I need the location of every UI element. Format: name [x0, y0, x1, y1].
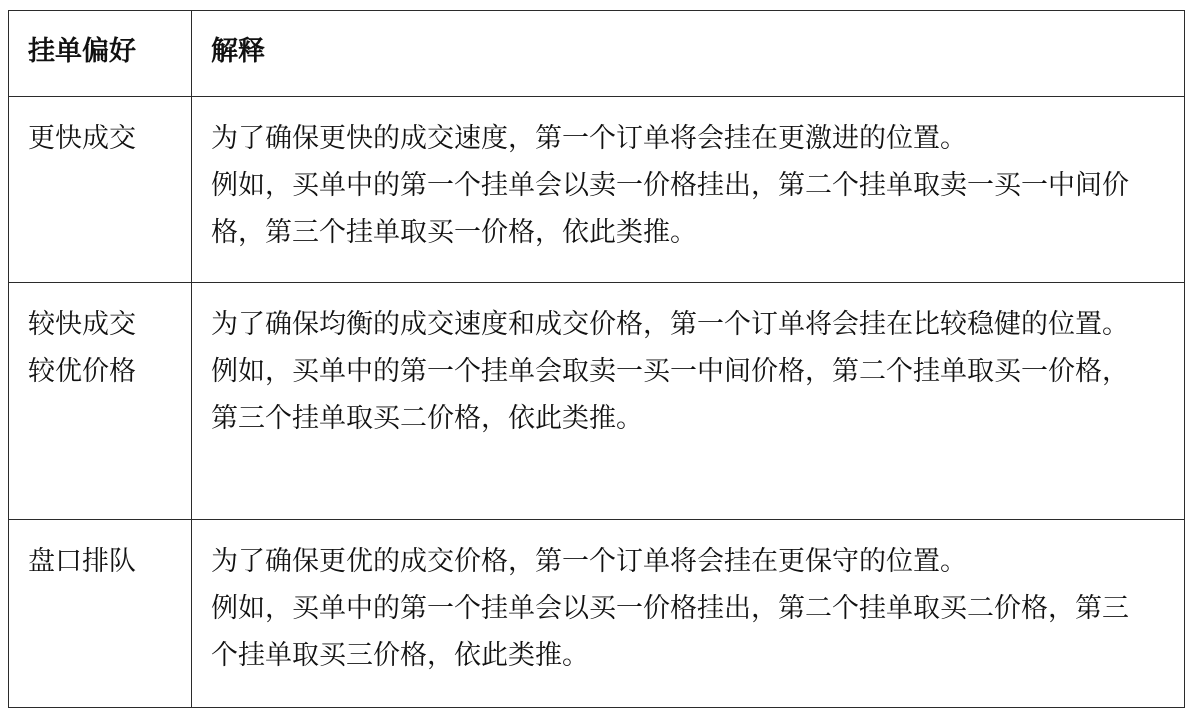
order-preference-table — [8, 10, 1185, 708]
preference-cell — [9, 97, 192, 283]
explanation-cell — [192, 283, 1185, 519]
explanation-summary: 为了确保均衡的成交速度和成交价格，第一个订单将会挂在比较稳健的位置。 — [211, 309, 1129, 341]
table-header-row — [9, 11, 1185, 97]
explanation-example: 例如，买单中的第一个挂单会以买一价格挂出，第二个挂单取买二价格，第三个挂单取买三价格，依此类推。 — [211, 592, 1129, 671]
explanation-summary: 为了确保更快的成交速度，第一个订单将会挂在更激进的位置。 — [211, 123, 967, 155]
table-row — [9, 519, 1185, 707]
preference-cell — [9, 519, 192, 707]
table-row — [9, 97, 1185, 283]
header-cell-preference — [9, 11, 192, 97]
table-row — [9, 283, 1185, 519]
header-cell-explanation — [192, 11, 1185, 97]
explanation-cell — [192, 519, 1185, 707]
explanation-cell — [192, 97, 1185, 283]
explanation-summary: 为了确保更优的成交价格，第一个订单将会挂在更保守的位置。 — [211, 545, 967, 577]
header-preference-label: 挂单偏好 — [28, 36, 136, 67]
preference-label-secondary: 较优价格 — [28, 356, 136, 388]
preference-label: 更快成交 — [28, 123, 136, 155]
explanation-example: 例如，买单中的第一个挂单会取卖一买一中间价格，第二个挂单取买一价格，第三个挂单取买二价格，依此类推。 — [211, 356, 1129, 435]
preference-label: 盘口排队 — [28, 545, 136, 577]
explanation-example: 例如，买单中的第一个挂单会以卖一价格挂出，第二个挂单取卖一买一中间价格，第三个挂单取买一价格，依此类推。 — [211, 170, 1129, 249]
preference-label: 较快成交 — [28, 309, 136, 341]
header-explanation-label: 解释 — [211, 36, 265, 67]
preference-cell — [9, 283, 192, 519]
